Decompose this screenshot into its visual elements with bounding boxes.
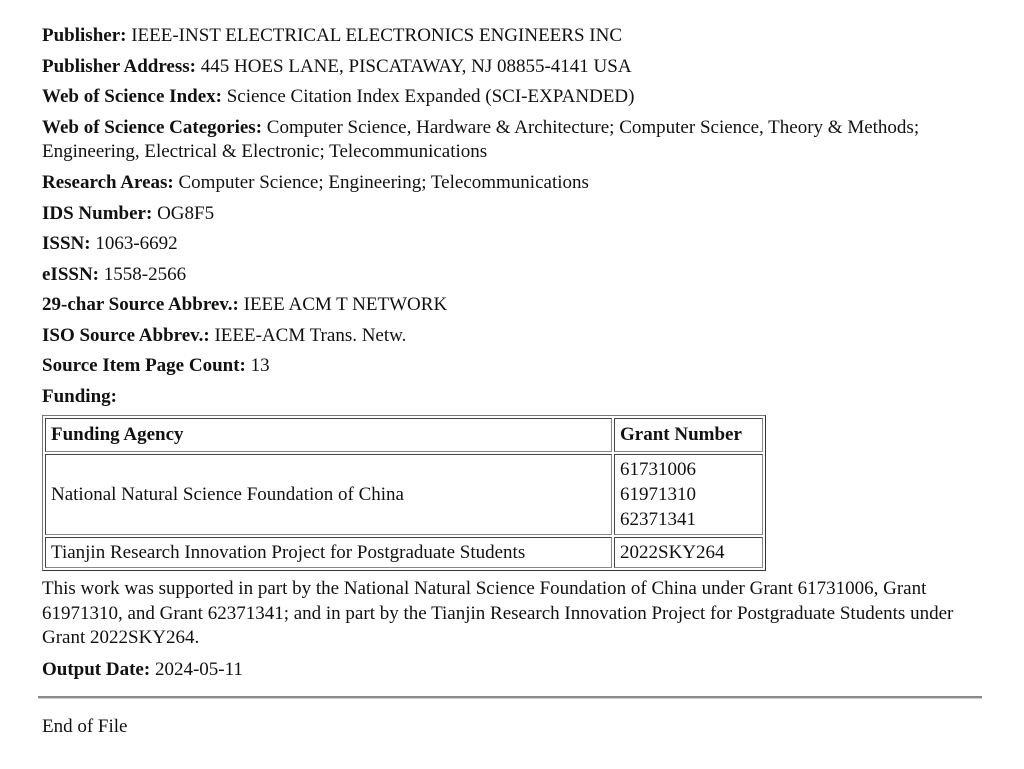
issn-field (42, 232, 982, 255)
field-label: Source Item Page Count: (42, 355, 246, 376)
field-value: Science Citation Index Expanded (SCI-EXPANDED) (226, 86, 635, 107)
wos-categories-field (42, 116, 982, 164)
field-value: Computer Science; Engineering; Telecommunications (178, 172, 589, 193)
grant-number: 61971310 (620, 484, 696, 505)
funding-agency-header: Funding Agency (45, 418, 612, 452)
field-value: 445 HOES LANE, PISCATAWAY, NJ 08855-4141 USA (200, 55, 632, 77)
publisher-address-field (42, 55, 982, 78)
field-label: IDS Number: (42, 202, 153, 224)
field-value: Computer Science, Hardware & Architecture; Computer Science, Theory & Methods; Engineering, Electrical & Electronic; Telecommunications (42, 116, 920, 162)
field-value: 2024-05-11 (154, 658, 243, 680)
field-label: Web of Science Index: (42, 86, 222, 107)
divider (38, 696, 982, 699)
field-label: ISSN: (42, 233, 91, 254)
iso-source-abbrev-field (42, 324, 982, 347)
grant-number-cell (614, 537, 763, 568)
field-value: 13 (250, 355, 270, 376)
research-areas-field (42, 171, 982, 194)
eissn-field (42, 263, 982, 286)
ids-number-field (42, 202, 982, 225)
field-value: IEEE-ACM Trans. Netw. (214, 324, 407, 346)
field-label: Web of Science Categories: (42, 116, 263, 138)
field-value: IEEE ACM T NETWORK (243, 294, 448, 315)
source-abbrev-29-field (42, 293, 982, 316)
field-value: IEEE-INST ELECTRICAL ELECTRONICS ENGINEERS INC (131, 25, 622, 46)
field-label: eISSN: (42, 263, 100, 285)
grant-number: 61731006 (620, 459, 696, 480)
funding-heading (42, 385, 982, 408)
funding-agency-cell: Tianjin Research Innovation Project for Postgraduate Students (45, 537, 612, 568)
funding-text: This work was supported in part by the National Natural Science Foundation of China under Grant 61731006, Grant 61971310, and Grant 62371341; and in part by the Tianjin Research Innovation Project for Postgraduate Students under Grant 2022SKY264. (42, 578, 954, 648)
grant-number-cell (614, 454, 763, 535)
field-label: Funding: (42, 385, 117, 407)
output-date-field (42, 658, 982, 681)
funding-agency-cell: National Natural Science Foundation of China (45, 454, 612, 535)
field-label: Output Date: (42, 658, 151, 680)
field-label: ISO Source Abbrev.: (42, 324, 210, 346)
table-row (45, 537, 763, 568)
grant-number: 62371341 (620, 509, 696, 530)
field-label: Publisher Address: (42, 55, 196, 77)
field-label: Publisher: (42, 25, 127, 46)
table-header-row (45, 418, 763, 452)
field-label: 29-char Source Abbrev.: (42, 294, 239, 315)
grant-number-header: Grant Number (614, 418, 763, 452)
publisher-field (42, 24, 982, 47)
end-of-file-text: End of File (42, 715, 128, 737)
grant-number: 2022SKY264 (620, 542, 725, 563)
wos-index-field (42, 85, 982, 108)
field-label: Research Areas: (42, 172, 174, 193)
field-value: OG8F5 (157, 202, 215, 224)
field-value: 1063-6692 (95, 233, 178, 254)
field-value: 1558-2566 (103, 263, 187, 285)
funding-table (42, 415, 766, 571)
page-count-field (42, 354, 982, 377)
table-row (45, 454, 763, 535)
